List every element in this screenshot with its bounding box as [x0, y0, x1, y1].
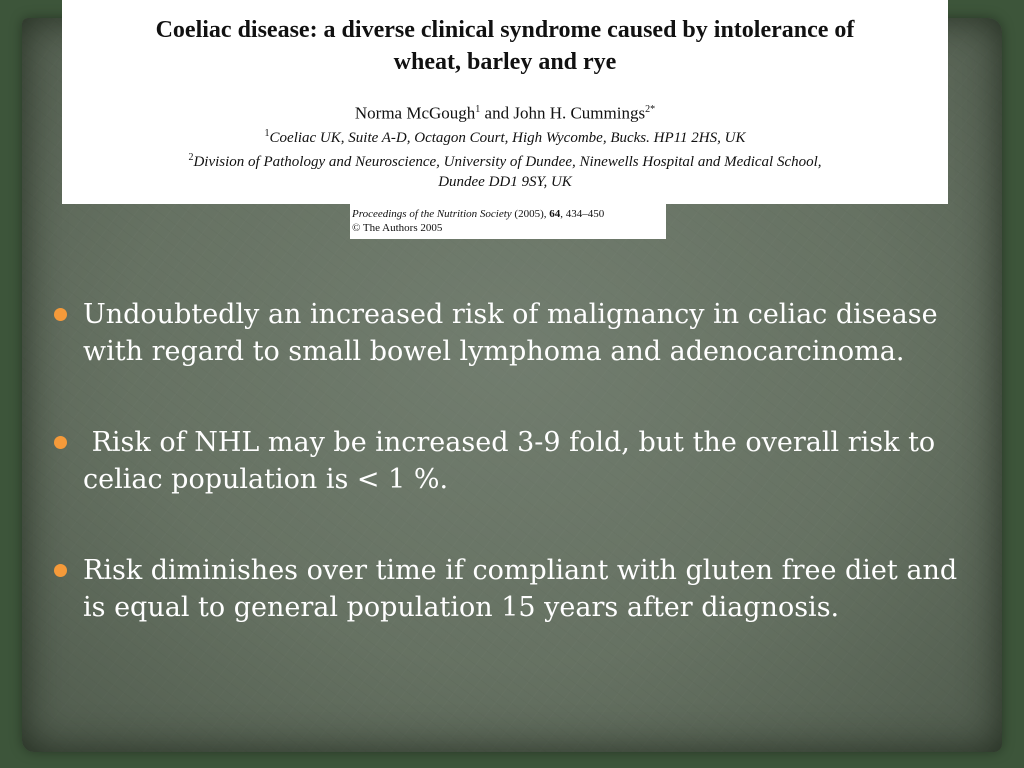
- citation-image: [350, 204, 666, 239]
- bullet-item: [52, 424, 962, 498]
- author-2-sup: 2*: [645, 104, 656, 115]
- bullet-dot-icon: [54, 436, 67, 449]
- author-1-sup: 1: [475, 104, 481, 115]
- bullet-text: Undoubtedly an increased risk of malignancy in celiac disease with regard to small bowel lymphoma and adenocarcinoma.: [83, 299, 938, 367]
- citation-copyright: © The Authors 2005: [352, 222, 443, 234]
- bullet-dot-icon: [54, 308, 67, 321]
- affiliation-2-line-2: Dundee DD1 9SY, UK: [438, 173, 572, 190]
- authors-and: and: [480, 103, 514, 123]
- bullet-item: [52, 296, 962, 370]
- citation-volume: 64: [549, 208, 561, 220]
- affiliation-1-text: Coeliac UK, Suite A-D, Octagon Court, High Wycombe, Bucks. HP11 2HS, UK: [269, 129, 746, 146]
- bullet-text: Risk of NHL may be increased 3-9 fold, but the overall risk to celiac population is < 1 %.: [83, 427, 944, 495]
- bullet-text: Risk diminishes over time if compliant with gluten free diet and is equal to general population 15 years after diagnosis.: [83, 555, 958, 623]
- bullet-list: [52, 296, 962, 680]
- article-authors: [62, 100, 948, 124]
- affiliation-2: [62, 148, 948, 172]
- affiliation-1: [62, 124, 948, 148]
- article-title: [76, 14, 934, 78]
- affiliation-1-sup: 1: [264, 127, 270, 139]
- citation-pages: , 434–450: [560, 208, 605, 220]
- affiliation-2-sup: 2: [188, 151, 194, 163]
- author-2: John H. Cummings: [513, 103, 646, 123]
- article-title-line-2: wheat, barley and rye: [393, 49, 617, 75]
- affiliation-2-text-line-1: Division of Pathology and Neuroscience, University of Dundee, Ninewells Hospital and Medical School,: [193, 153, 822, 170]
- bullet-item: [52, 552, 962, 626]
- citation-journal: Proceedings of the Nutrition Society: [352, 208, 512, 220]
- author-1: Norma McGough: [354, 103, 476, 123]
- bullet-dot-icon: [54, 564, 67, 577]
- article-title-line-1: Coeliac disease: a diverse clinical syndrome caused by intolerance of: [155, 17, 855, 43]
- citation-year: (2005),: [511, 208, 550, 220]
- article-header-image: [62, 0, 948, 204]
- citation-line: [352, 207, 664, 221]
